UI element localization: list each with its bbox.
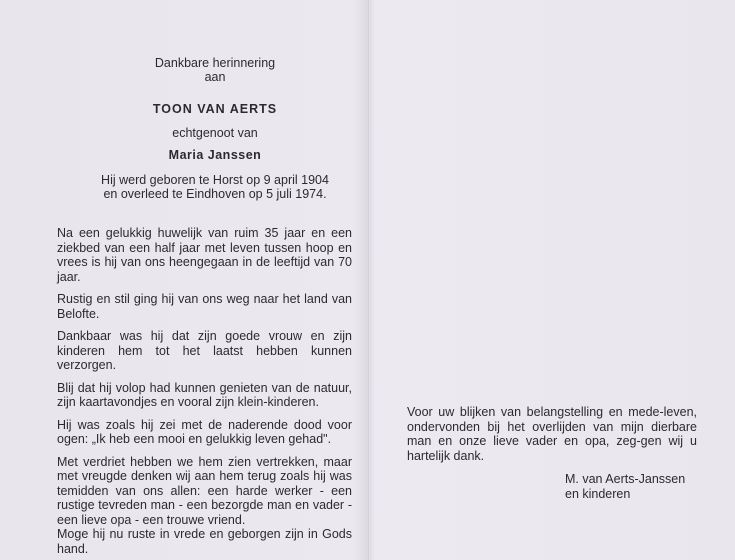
deceased-name: TOON VAN AERTS — [152, 102, 278, 116]
header-line1: Dankbare herinnering — [154, 56, 276, 70]
paragraph: Blij dat hij volop had kunnen genieten van de natuur, zijn kaartavondjes en vooral zijn klein-kinderen. — [57, 380, 352, 409]
thanks-paragraph: Voor uw blijken van belangstelling en mede-leven, ondervonden bij het overlijden van mijn dierbare man en onze lieve vader en opa, zeg-gen wij u hartelijk dank. — [407, 405, 697, 463]
spouse-label: echtgenoot van — [172, 126, 258, 140]
header-line2: aan — [204, 70, 226, 84]
right-page — [370, 0, 735, 560]
signature-family: en kinderen — [565, 486, 631, 501]
card-header — [70, 56, 360, 201]
paragraph: Dankbaar was hij dat zijn goede vrouw en zijn kinderen hem tot het laatst hebben kunnen verzorgen. — [57, 329, 352, 372]
paragraph: Met verdriet hebben we hem zien vertrekken, maar met vreugde denken wij aan hem terug zoals hij was temidden van ons allen: een harde werker - een rustige tevreden man - een bezorgde man en vader - een lieve opa - een trouwe vriend. Moge hij nu ruste in vrede en geborgen zijn in Gods hand. — [57, 454, 352, 556]
signature-name: M. van Aerts-Janssen — [565, 472, 686, 486]
birth-death-info — [70, 173, 360, 201]
memorial-text — [57, 226, 352, 556]
death-line: en overleed te Eindhoven op 5 juli 1974. — [103, 187, 327, 201]
paragraph: Hij was zoals hij zei met de naderende dood voor ogen: „Ik heb een mooi en gelukkig leven gehad". — [57, 417, 352, 446]
thanks-text — [407, 405, 697, 463]
paragraph: Na een gelukkig huwelijk van ruim 35 jaar en een ziekbed van een half jaar met leven tussen hoop en vrees is hij van ons heengegaan in de leeftijd van 70 jaar. — [57, 226, 352, 284]
birth-line: Hij werd geboren te Horst op 9 april 1904 — [101, 173, 329, 187]
paragraph: Rustig en stil ging hij van ons weg naar het land van Belofte. — [57, 292, 352, 321]
signature — [565, 472, 685, 501]
spouse-name: Maria Janssen — [168, 148, 262, 162]
